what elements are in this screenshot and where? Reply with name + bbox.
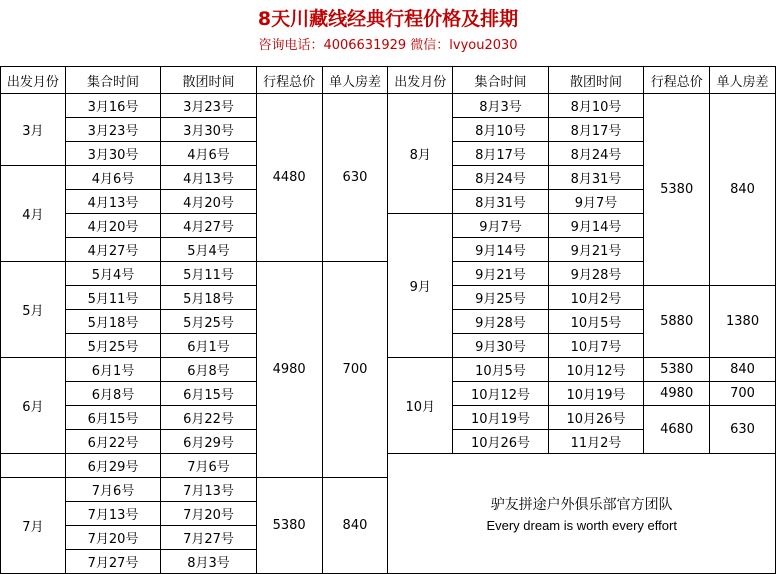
month-cell: 4月	[1, 166, 66, 262]
total-price: 4980	[256, 262, 322, 478]
col-header-total: 行程总价	[644, 67, 710, 94]
disperse-date: 4月6号	[161, 142, 256, 166]
disperse-date: 6月8号	[161, 358, 256, 382]
gather-date: 4月13号	[65, 190, 160, 214]
disperse-date: 6月22号	[161, 406, 256, 430]
disperse-date: 5月11号	[161, 262, 256, 286]
table-row	[1, 358, 776, 382]
disperse-date: 7月6号	[161, 454, 256, 478]
total-price: 4680	[644, 406, 710, 454]
disperse-date: 4月20号	[161, 190, 256, 214]
month-cell: 9月	[388, 214, 453, 358]
total-price: 4480	[256, 94, 322, 262]
disperse-date: 6月15号	[161, 382, 256, 406]
gather-date: 10月12号	[453, 382, 549, 406]
disperse-date: 9月7号	[548, 190, 644, 214]
disperse-date: 5月25号	[161, 310, 256, 334]
club-slogan	[388, 454, 776, 574]
gather-date: 7月20号	[65, 526, 160, 550]
total-price: 5380	[256, 478, 322, 574]
gather-date: 5月4号	[65, 262, 160, 286]
single-supplement: 840	[710, 94, 776, 286]
disperse-date: 4月27号	[161, 214, 256, 238]
month-cell: 6月	[1, 358, 66, 454]
single-supplement: 840	[322, 478, 388, 574]
gather-date: 9月30号	[453, 334, 549, 358]
col-header-month: 出发月份	[388, 67, 453, 94]
disperse-date: 4月13号	[161, 166, 256, 190]
disperse-date: 8月24号	[548, 142, 644, 166]
gather-date: 7月27号	[65, 550, 160, 574]
gather-date: 5月18号	[65, 310, 160, 334]
gather-date: 6月22号	[65, 430, 160, 454]
header-row	[1, 67, 776, 94]
table-row	[1, 94, 776, 118]
gather-date: 3月16号	[65, 94, 160, 118]
gather-date: 7月6号	[65, 478, 160, 502]
gather-date: 8月10号	[453, 118, 549, 142]
col-header-gather: 集合时间	[453, 67, 549, 94]
total-price: 5880	[644, 286, 710, 358]
disperse-date: 9月21号	[548, 238, 644, 262]
disperse-date: 3月23号	[161, 94, 256, 118]
disperse-date: 10月26号	[548, 406, 644, 430]
gather-date: 6月15号	[65, 406, 160, 430]
gather-date: 9月14号	[453, 238, 549, 262]
total-price: 5380	[644, 94, 710, 286]
slogan-text: Every dream is worth every effort	[486, 518, 677, 533]
gather-date: 6月29号	[65, 454, 160, 478]
total-price: 4980	[644, 382, 710, 406]
gather-date: 5月11号	[65, 286, 160, 310]
disperse-date: 5月18号	[161, 286, 256, 310]
gather-date: 4月20号	[65, 214, 160, 238]
page-title: 8天川藏线经典行程价格及排期	[257, 8, 519, 30]
gather-date: 4月6号	[65, 166, 160, 190]
single-supplement: 840	[710, 358, 776, 382]
gather-date: 10月5号	[453, 358, 549, 382]
col-header-disperse: 散团时间	[161, 67, 256, 94]
blank-month-cell	[1, 454, 66, 478]
gather-date: 3月30号	[65, 142, 160, 166]
disperse-date: 10月2号	[548, 286, 644, 310]
month-cell: 3月	[1, 94, 66, 166]
schedule-table	[0, 66, 776, 574]
gather-date: 9月25号	[453, 286, 549, 310]
disperse-date: 10月12号	[548, 358, 644, 382]
col-header-single: 单人房差	[322, 67, 388, 94]
month-cell: 10月	[388, 358, 453, 454]
disperse-date: 8月17号	[548, 118, 644, 142]
gather-date: 3月23号	[65, 118, 160, 142]
gather-date: 8月31号	[453, 190, 549, 214]
gather-date: 8月24号	[453, 166, 549, 190]
col-header-single: 单人房差	[710, 67, 776, 94]
disperse-date: 10月5号	[548, 310, 644, 334]
disperse-date: 5月4号	[161, 238, 256, 262]
gather-date: 10月19号	[453, 406, 549, 430]
gather-date: 6月1号	[65, 358, 160, 382]
gather-date: 9月28号	[453, 310, 549, 334]
single-supplement: 1380	[710, 286, 776, 358]
month-cell: 8月	[388, 94, 453, 214]
disperse-date: 10月7号	[548, 334, 644, 358]
disperse-date: 9月28号	[548, 262, 644, 286]
disperse-date: 11月2号	[548, 430, 644, 454]
disperse-date: 6月1号	[161, 334, 256, 358]
contact-info: 咨询电话：4006631929 微信：lvyou2030	[258, 38, 518, 53]
disperse-date: 8月3号	[161, 550, 256, 574]
gather-date: 9月7号	[453, 214, 549, 238]
single-supplement: 700	[322, 262, 388, 478]
club-name: 驴友拼途户外俱乐部官方团队	[490, 497, 673, 513]
gather-date: 9月21号	[453, 262, 549, 286]
disperse-date: 10月19号	[548, 382, 644, 406]
disperse-date: 7月13号	[161, 478, 256, 502]
col-header-disperse: 散团时间	[548, 67, 644, 94]
total-price: 5380	[644, 358, 710, 382]
single-supplement: 700	[710, 382, 776, 406]
disperse-date: 8月31号	[548, 166, 644, 190]
single-supplement: 630	[710, 406, 776, 454]
disperse-date: 7月27号	[161, 526, 256, 550]
disperse-date: 6月29号	[161, 430, 256, 454]
col-header-gather: 集合时间	[65, 67, 160, 94]
gather-date: 7月13号	[65, 502, 160, 526]
disperse-date: 3月30号	[161, 118, 256, 142]
disperse-date: 8月10号	[548, 94, 644, 118]
col-header-month: 出发月份	[1, 67, 66, 94]
table-row	[1, 454, 776, 478]
month-cell: 5月	[1, 262, 66, 358]
disperse-date: 9月14号	[548, 214, 644, 238]
gather-date: 4月27号	[65, 238, 160, 262]
gather-date: 6月8号	[65, 382, 160, 406]
gather-date: 5月25号	[65, 334, 160, 358]
disperse-date: 7月20号	[161, 502, 256, 526]
gather-date: 8月3号	[453, 94, 549, 118]
gather-date: 8月17号	[453, 142, 549, 166]
single-supplement: 630	[322, 94, 388, 262]
month-cell: 7月	[1, 478, 66, 574]
gather-date: 10月26号	[453, 430, 549, 454]
col-header-total: 行程总价	[256, 67, 322, 94]
